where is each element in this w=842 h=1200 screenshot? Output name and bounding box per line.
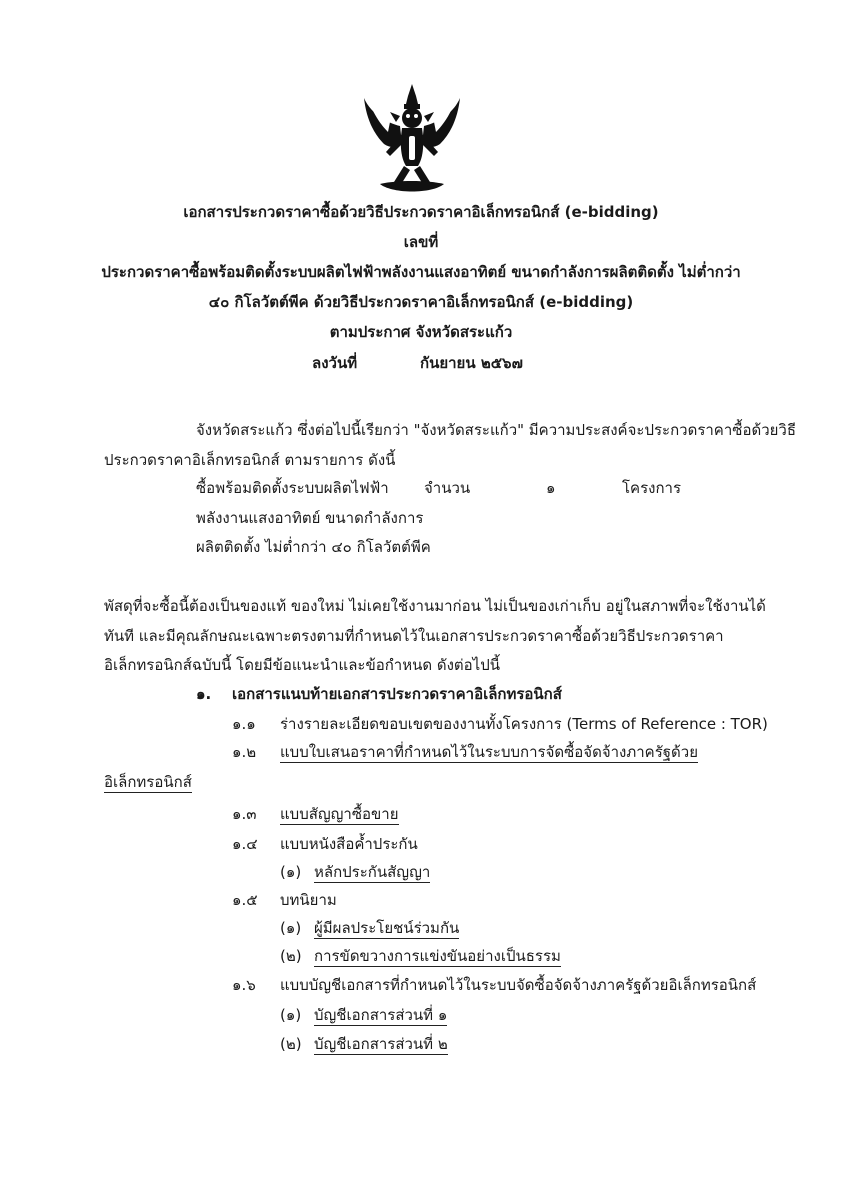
section-1-6-1-number: (๑)	[280, 1006, 302, 1024]
item-quantity-label: จำนวน	[424, 479, 471, 497]
document-subject-line-2: ๔๐ กิโลวัตต์พีค ด้วยวิธีประกวดราคาอิเล็กทรอนิกส์ (e-bidding)	[208, 293, 634, 311]
section-1-6-text: แบบบัญชีเอกสารที่กำหนดไว้ในระบบจัดซื้อจัดจ้างภาครัฐด้วยอิเล็กทรอนิกส์	[280, 976, 757, 994]
section-1-6-1-link[interactable]: บัญชีเอกสารส่วนที่ ๑	[314, 1006, 448, 1024]
date-value: กันยายน ๒๕๖๗	[420, 354, 523, 372]
section-1-2-link-continued[interactable]: อิเล็กทรอนิกส์	[104, 773, 192, 791]
document-subject-line-1: ประกวดราคาซื้อพร้อมติดตั้งระบบผลิตไฟฟ้าพลังงานแสงอาทิตย์ ขนาดกำลังการผลิตติดตั้ง ไม่ต่ำกว่า	[101, 263, 741, 281]
section-1-5-2-number: (๒)	[280, 947, 302, 965]
date-label: ลงวันที่	[312, 354, 358, 372]
section-1-1-number: ๑.๑	[232, 715, 256, 733]
item-description-line-1: ซื้อพร้อมติดตั้งระบบผลิตไฟฟ้า	[196, 479, 389, 497]
section-1-number: ๑.	[196, 685, 212, 703]
section-1-4-text: แบบหนังสือค้ำประกัน	[280, 835, 418, 853]
section-1-4-1-number: (๑)	[280, 863, 302, 881]
paragraph-line-1: พัสดุที่จะซื้อนี้ต้องเป็นของแท้ ของใหม่ ไม่เคยใช้งานมาก่อน ไม่เป็นของเก่าเก็บ อยู่ในสภาพที่จะใช้งานได้	[104, 597, 766, 615]
section-1-2-number: ๑.๒	[232, 743, 257, 761]
item-unit: โครงการ	[622, 479, 682, 497]
section-1-5-2-link[interactable]: การขัดขวางการแข่งขันอย่างเป็นธรรม	[314, 947, 561, 965]
document-title: เอกสารประกวดราคาซื้อด้วยวิธีประกวดราคาอิเล็กทรอนิกส์ (e-bidding)	[183, 203, 659, 221]
section-1-5-1-number: (๑)	[280, 919, 302, 937]
announcement-reference: ตามประกาศ จังหวัดสระแก้ว	[329, 323, 513, 341]
item-quantity: ๑	[546, 479, 556, 497]
item-description-line-2: พลังงานแสงอาทิตย์ ขนาดกำลังการ	[196, 509, 424, 527]
section-1-title: เอกสารแนบท้ายเอกสารประกวดราคาอิเล็กทรอนิกส์	[232, 685, 562, 703]
garuda-emblem-icon	[360, 82, 464, 198]
section-1-5-number: ๑.๕	[232, 891, 258, 909]
section-1-4-number: ๑.๔	[232, 835, 258, 853]
section-1-6-2-number: (๒)	[280, 1035, 302, 1053]
intro-line-1: จังหวัดสระแก้ว ซึ่งต่อไปนี้เรียกว่า "จังหวัดสระแก้ว" มีความประสงค์จะประกวดราคาซื้อด้วยวิธี	[196, 421, 796, 439]
paragraph-line-3: อิเล็กทรอนิกส์ฉบับนี้ โดยมีข้อแนะนำและข้อกำหนด ดังต่อไปนี้	[104, 656, 500, 674]
section-1-3-number: ๑.๓	[232, 805, 257, 823]
section-1-1-text: ร่างรายละเอียดขอบเขตของงานทั้งโครงการ (Terms of Reference : TOR)	[280, 715, 768, 733]
item-description-line-3: ผลิตติดตั้ง ไม่ต่ำกว่า ๔๐ กิโลวัตต์พีค	[196, 538, 431, 556]
section-1-5-text: บทนิยาม	[280, 891, 337, 909]
document-number-label: เลขที่	[403, 233, 439, 251]
section-1-2-link[interactable]: แบบใบเสนอราคาที่กำหนดไว้ในระบบการจัดซื้อจัดจ้างภาครัฐด้วย	[280, 743, 698, 761]
intro-line-2: ประกวดราคาอิเล็กทรอนิกส์ ตามรายการ ดังนี้	[104, 451, 396, 469]
section-1-3-link[interactable]: แบบสัญญาซื้อขาย	[280, 805, 399, 823]
section-1-5-1-link[interactable]: ผู้มีผลประโยชน์ร่วมกัน	[314, 919, 460, 937]
section-1-6-2-link[interactable]: บัญชีเอกสารส่วนที่ ๒	[314, 1035, 448, 1053]
section-1-4-1-link[interactable]: หลักประกันสัญญา	[314, 863, 431, 881]
paragraph-line-2: ทันที และมีคุณลักษณะเฉพาะตรงตามที่กำหนดไว้ในเอกสารประกวดราคาซื้อด้วยวิธีประกวดราคา	[104, 627, 724, 645]
section-1-6-number: ๑.๖	[232, 976, 256, 994]
